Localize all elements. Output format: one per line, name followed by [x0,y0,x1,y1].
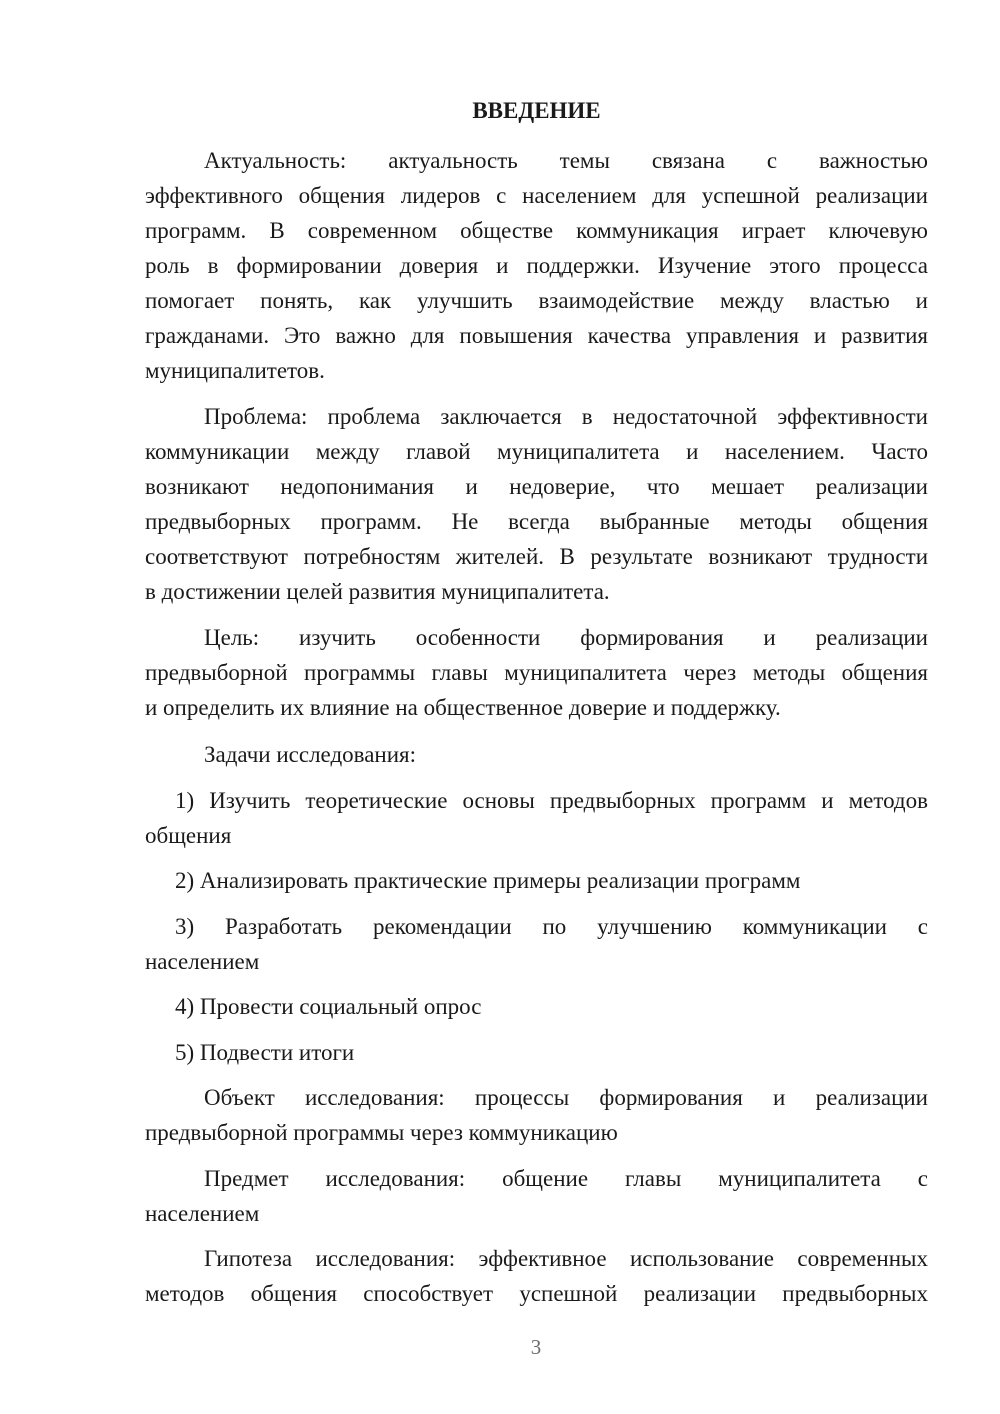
task-item-1: 1) Изучить теоретические основы предвыборных программ и методов [175,788,928,813]
relevance-line: помогает понять, как улучшить взаимодействие между властью и [145,288,928,313]
subject-line: Предмет исследования: общение главы муниципалитета с [204,1166,928,1191]
relevance-line: Актуальность: актуальность темы связана с важностью [204,148,928,173]
relevance-line: программ. В современном обществе коммуникация играет ключевую [145,218,928,243]
task-item-3: 3) Разработать рекомендации по улучшению коммуникации с [175,914,928,939]
goal-line: и определить их влияние на общественное доверие и поддержку. [145,695,781,720]
task-item-4: 4) Провести социальный опрос [175,994,482,1019]
task-item-2: 2) Анализировать практические примеры реализации программ [175,868,801,893]
subject-line: населением [145,1201,260,1226]
object-line: Объект исследования: процессы формирования и реализации [204,1085,928,1110]
tasks-heading: Задачи исследования: [204,742,417,767]
goal-line: Цель: изучить особенности формирования и реализации [204,625,928,650]
hypothesis-line: Гипотеза исследования: эффективное использование современных [204,1246,928,1271]
task-item-1-cont: общения [145,823,232,848]
object-line: предвыборной программы через коммуникацию [145,1120,618,1145]
problem-line: коммуникации между главой муниципалитета и населением. Часто [145,439,928,464]
task-item-5: 5) Подвести итоги [175,1040,355,1065]
hypothesis-line: методов общения способствует успешной реализации предвыборных [145,1281,928,1306]
relevance-line: муниципалитетов. [145,358,325,383]
relevance-line: эффективного общения лидеров с населением для успешной реализации [145,183,928,208]
page-title: ВВЕДЕНИЕ [472,98,601,123]
goal-line: предвыборной программы главы муниципалитета через методы общения [145,660,928,685]
problem-line: в достижении целей развития муниципалитета. [145,579,610,604]
page-number: 3 [530,1335,542,1359]
relevance-line: роль в формировании доверия и поддержки. Изучение этого процесса [145,253,928,278]
relevance-line: гражданами. Это важно для повышения качества управления и развития [145,323,928,348]
task-item-3-cont: населением [145,949,260,974]
problem-line: предвыборных программ. Не всегда выбранные методы общения [145,509,928,534]
problem-line: соответствуют потребностям жителей. В результате возникают трудности [145,544,928,569]
problem-line: возникают недопонимания и недоверие, что мешает реализации [145,474,928,499]
problem-line: Проблема: проблема заключается в недостаточной эффективности [204,404,928,429]
